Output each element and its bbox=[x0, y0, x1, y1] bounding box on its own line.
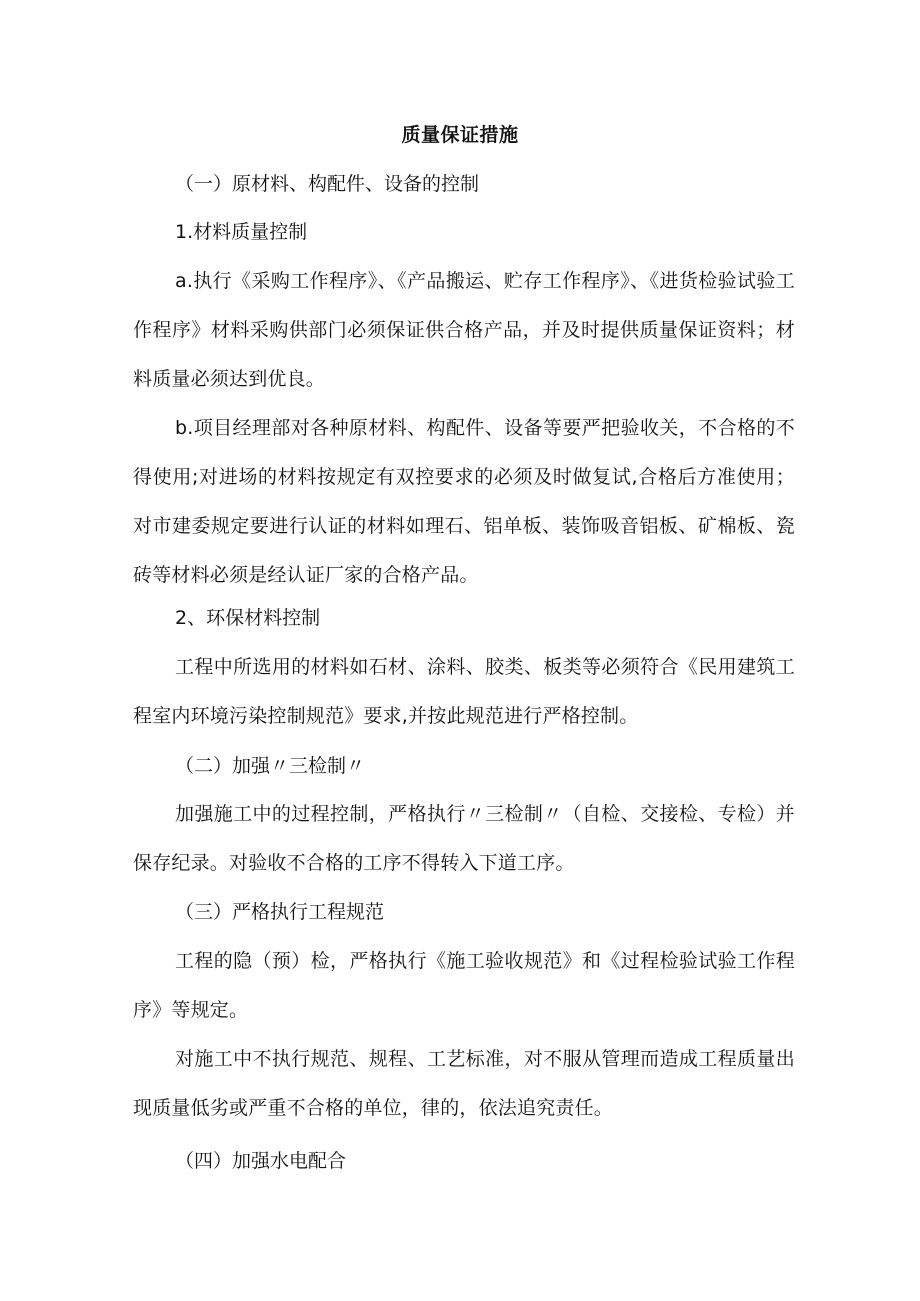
section-heading-1: （一）原材料、构配件、设备的控制 bbox=[175, 173, 480, 195]
paragraph-2: 加强施工中的过程控制，严格执行〃三检制〃（自检、交接检、专检）并保存纪录。对验收不合格的工序不得转入下道工序。 bbox=[133, 803, 795, 874]
paragraph-1-1-b: b.项目经理部对各种原材料、构配件、设备等要严把验收关，不合格的不得使用;对进场的材料按规定有双控要求的必须及时做复试,合格后方准使用；对市建委规定要进行认证的材料如理石、铝单板、装饰吸音铝板、矿棉板、瓷砖等材料必须是经认证厂家的合格产品。 bbox=[133, 417, 795, 586]
section-heading-3: （三）严格执行工程规范 bbox=[175, 901, 385, 923]
paragraph-1-2: 工程中所选用的材料如石材、涂料、胶类、板类等必须符合《民用建筑工程室内环境污染控制规范》要求,并按此规范进行严格控制。 bbox=[133, 656, 795, 727]
subsection-heading-1-2: 2、环保材料控制 bbox=[175, 607, 321, 629]
paragraph-3-2: 对施工中不执行规范、规程、工艺标准，对不服从管理而造成工程质量出现质量低劣或严重不合格的单位，律的，依法追究责任。 bbox=[133, 1048, 795, 1119]
subsection-heading-1-1: 1.材料质量控制 bbox=[175, 221, 308, 243]
section-heading-2: （二）加强〃三检制〃 bbox=[175, 755, 366, 777]
paragraph-3-1: 工程的隐（预）检，严格执行《施工验收规范》和《过程检验试验工作程序》等规定。 bbox=[133, 950, 795, 1021]
document-title: 质量保证措施 bbox=[401, 124, 519, 146]
section-heading-4: （四）加强水电配合 bbox=[175, 1150, 347, 1172]
paragraph-1-1-a: a.执行《采购工作程序》、《产品搬运、贮存工作程序》、《进货检验试验工作程序》材料采购供部门必须保证供合格产品，并及时提供质量保证资料；材料质量必须达到优良。 bbox=[133, 270, 795, 390]
